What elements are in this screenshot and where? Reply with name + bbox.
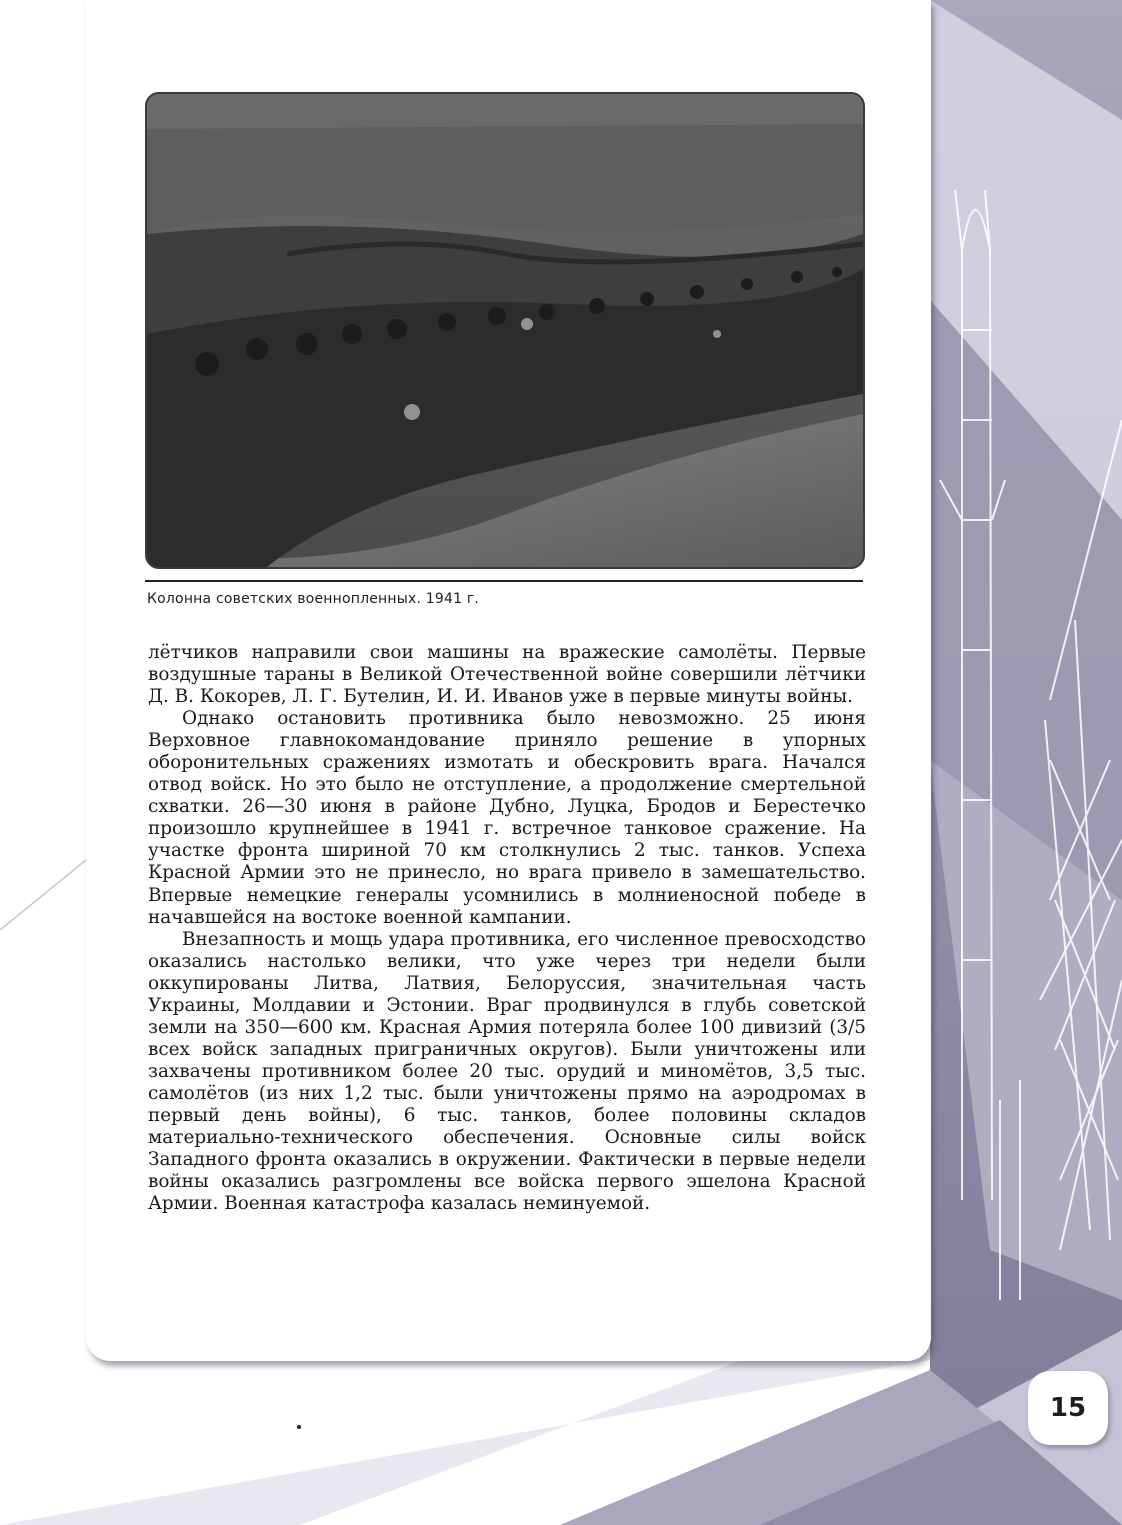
- photo-caption: Колонна советских военнопленных. 1941 г.: [147, 591, 480, 607]
- print-speck: [297, 1425, 301, 1429]
- photo-image: [147, 94, 863, 567]
- page-number: 15: [1028, 1371, 1108, 1445]
- paragraph-2: Однако остановить противника было невозможно. 25 июня Верховное главнокомандование приняло решение в упорных оборонительных сражениях измотать и обескровить врага. Начался отвод войск. Но это было не отступление, а продолжение смертельной схватки. 26—30 июня в районе Дубно, Луцка, Бродов и Берестечко произошло крупнейшее в 1941 г. встречное танковое сражение. На участке фронта шириной 70 км столкнулись 2 тыс. танков. Успеха Красной Армии это не принесло, но врага привело в замешательство. Впервые немецкие генералы усомнились в молниеносной победе в начавшейся на востоке военной кампании.: [148, 708, 866, 928]
- paragraph-3: Внезапность и мощь удара противника, его численное превосходство оказались настолько велики, что уже через три недели были оккупированы Литва, Латвия, Белоруссия, значительная часть Украины, Молдавии и Эстонии. Враг продвинулся в глубь советской земли на 350—600 км. Красная Армия потеряла более 100 дивизий (3/5 всех войск западных приграничных округов). Были уничтожены или захвачены противником более 20 тыс. орудий и миномётов, 3,5 тыс. самолётов (из них 1,2 тыс. были уничтожены прямо на аэродромах в первый день войны), 6 тыс. танков, более половины складов материально-технического обеспечения. Основные силы войск Западного фронта оказались в окружении. Фактически в первые недели войны оказались разгромлены все войска первого эшелона Красной Армии. Военная катастрофа казалась неминуемой.: [148, 928, 866, 1215]
- photo-soviet-pow-column: [145, 92, 865, 569]
- body-text: [148, 642, 866, 1215]
- caption-divider: [145, 580, 863, 582]
- paragraph-1: лётчиков направили свои машины на вражеские самолёты. Первые воздушные тараны в Великой Отечественной войне совершили лётчики Д. В. Кокорев, Л. Г. Бутелин, И. И. Иванов уже в первые минуты войны.: [148, 642, 866, 708]
